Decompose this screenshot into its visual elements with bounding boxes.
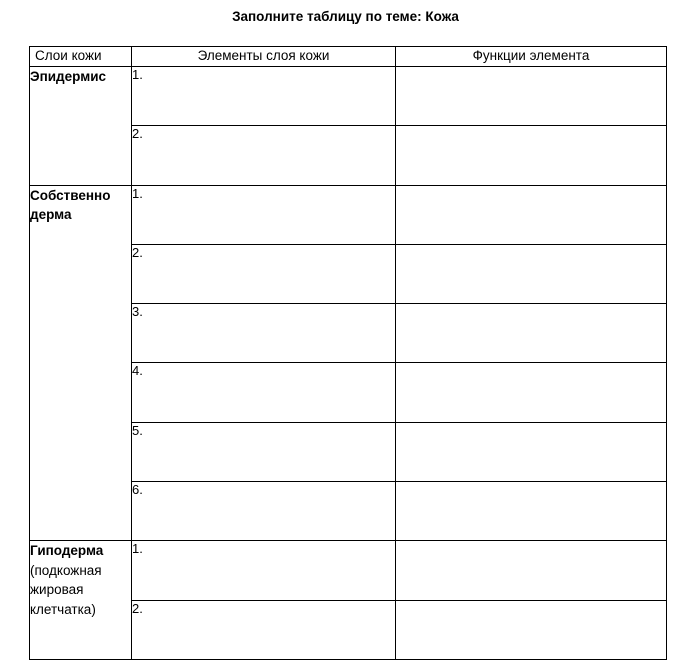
element-cell[interactable] — [132, 244, 396, 303]
layer-cell — [30, 185, 132, 541]
header-elements: Элементы слоя кожи — [132, 47, 396, 67]
element-number: 1. — [132, 185, 143, 201]
page-title: Заполните таблицу по теме: Кожа — [232, 9, 459, 24]
function-cell[interactable] — [396, 363, 667, 422]
header-row — [30, 47, 667, 67]
element-cell[interactable] — [132, 363, 396, 422]
element-number: 3. — [132, 304, 143, 320]
function-cell[interactable] — [396, 67, 667, 126]
worksheet-table — [29, 46, 667, 660]
function-cell[interactable] — [396, 482, 667, 541]
table-row — [30, 67, 667, 126]
element-number: 2. — [132, 600, 143, 616]
element-cell[interactable] — [132, 422, 396, 481]
function-cell[interactable] — [396, 185, 667, 244]
element-number: 1. — [132, 67, 143, 82]
element-number: 2. — [132, 244, 143, 260]
layer-cell — [30, 67, 132, 186]
element-number: 2. — [132, 126, 143, 142]
header-functions: Функции элемента — [396, 47, 667, 67]
layer-note: (подкожная жировая клетчатка) — [30, 562, 102, 617]
element-cell[interactable] — [132, 67, 396, 126]
element-cell[interactable] — [132, 600, 396, 659]
function-cell[interactable] — [396, 600, 667, 659]
element-number: 5. — [132, 422, 143, 438]
header-layers: Слои кожи — [30, 47, 132, 67]
table-body — [30, 67, 667, 660]
function-cell[interactable] — [396, 422, 667, 481]
element-cell[interactable] — [132, 304, 396, 363]
layer-name: Собственно дерма — [30, 187, 111, 223]
element-number: 6. — [132, 482, 143, 498]
layer-name: Эпидермис — [30, 69, 106, 84]
element-cell[interactable] — [132, 482, 396, 541]
element-cell[interactable] — [132, 541, 396, 600]
function-cell[interactable] — [396, 304, 667, 363]
table-row — [30, 185, 667, 244]
element-cell[interactable] — [132, 126, 396, 185]
table-row — [30, 541, 667, 600]
function-cell[interactable] — [396, 541, 667, 600]
element-number: 4. — [132, 363, 143, 379]
layer-cell — [30, 541, 132, 660]
function-cell[interactable] — [396, 126, 667, 185]
layer-name: Гиподерма — [30, 543, 104, 559]
element-number: 1. — [132, 541, 143, 557]
element-cell[interactable] — [132, 185, 396, 244]
function-cell[interactable] — [396, 244, 667, 303]
